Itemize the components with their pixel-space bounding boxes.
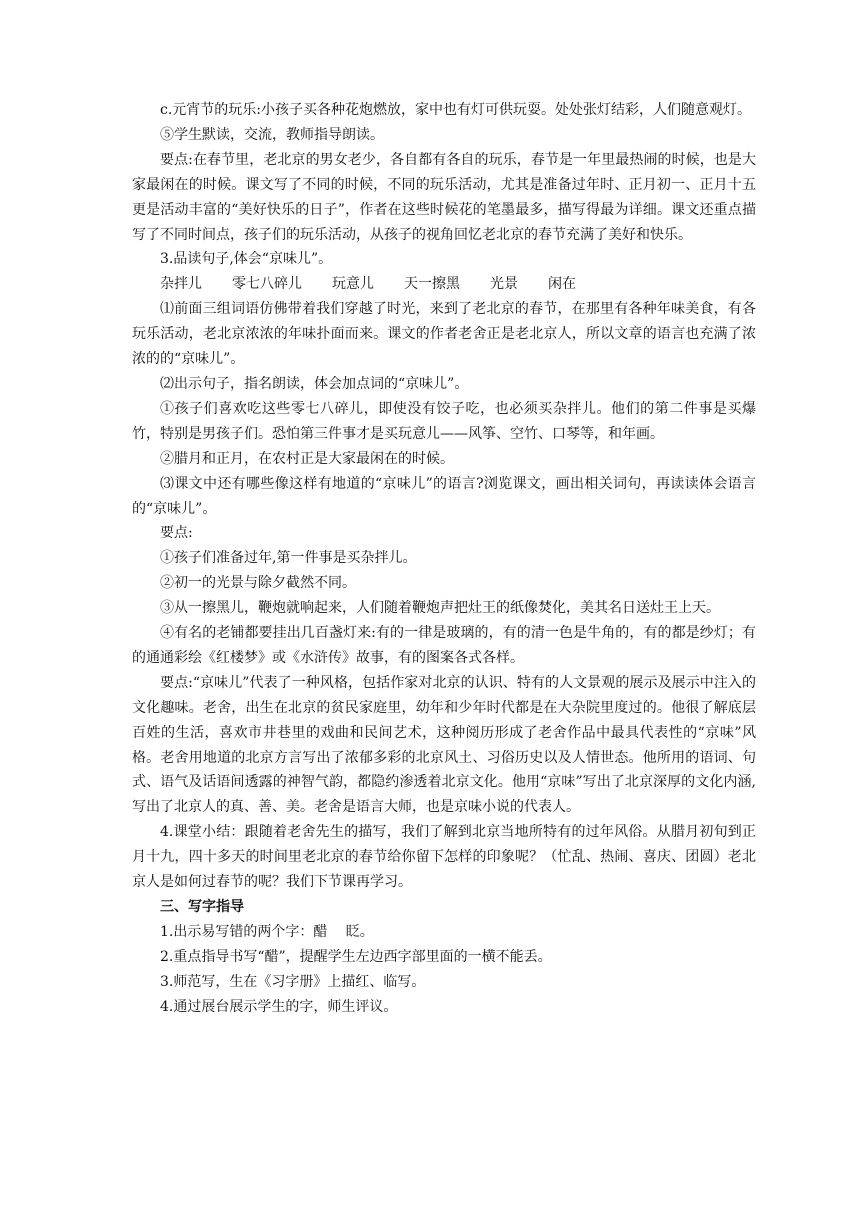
paragraph-point-2: ②初一的光景与除夕截然不同。 xyxy=(160,575,356,592)
section-heading: 三、写字指导 xyxy=(160,899,244,915)
word-list xyxy=(132,272,756,297)
paragraph-example-1: ①孩子们喜欢吃这些零七八碎儿，即使没有饺子吃，也必须买杂拌儿。他们的第二件事是买爆竹，特别是男孩子们。恐怕第三件事才是买玩意儿——风筝、空竹、口琴等，和年画。 xyxy=(132,400,756,442)
paragraph-key-points-2: 要点:“京味儿”代表了一种风格，包括作家对北京的认识、特有的人文景观的展示及展示中注入的文化趣味。老舍，出生在北京的贫民家庭里，幼年和少年时代都是在大杂院里度过的。他很了解底层百姓的生活，喜欢市井巷里的戏曲和民间艺术，这种阅历形成了老舍作品中最具代表性的“京味”风格。老舍用地道的北京方言写出了浓郁多彩的北京风土、习俗历史以及人情世态。他所用的语词、句式、语气及话语间透露的神智气韵，都隐约渗透着北京文化。他用“京味”写出了北京深厚的文化内涵,写出了北京人的真、善、美。老舍是语言大师，也是京味小说的代表人。 xyxy=(132,674,756,816)
paragraph-summary: 4.课堂小结：跟随着老舍先生的描写，我们了解到北京当地所特有的过年风俗。从腊月初旬到正月十九，四十多天的时间里老北京的春节给你留下怎样的印象呢？（忙乱、热闹、喜庆、团圆）老北京人是如何过春节的呢？我们下节课再学习。 xyxy=(132,824,756,891)
paragraph-key-points-1: 要点:在春节里，老北京的男女老少，各自都有各自的玩乐，春节是一年里最热闹的时候，也是大家最闲在的时候。课文写了不同的时候，不同的玩乐活动，尤其是准备过年时、正月初一、正月十五更是活动丰富的“美好快乐的日子”，作者在这些时候花的笔墨最多，描写得最为详细。课文还重点描写了不同时间点，孩子们的玩乐活动，从孩子的视角回忆老北京的春节充满了美好和快乐。 xyxy=(132,151,756,243)
step-3: 3.师范写，生在《习字册》上描红、临写。 xyxy=(160,973,426,990)
paragraph-sub-2: ⑵出示句子，指名朗读，体会加点词的“京味儿”。 xyxy=(160,375,469,392)
paragraph-example-2: ②腊月和正月，在农村正是大家最闲在的时候。 xyxy=(160,450,454,467)
paragraph-lantern-festival: c.元宵节的玩乐:小孩子买各种花炮燃放，家中也有灯可供玩耍。处处张灯结彩，人们随意观灯。 xyxy=(160,102,752,118)
word-item: 玩意儿 xyxy=(332,276,374,293)
word-item: 杂拌儿 xyxy=(160,276,202,293)
paragraph-key-points-label: 要点: xyxy=(160,525,193,542)
word-item: 零七八碎儿 xyxy=(232,276,302,293)
step-2: 2.重点指导书写“醋”，提醒学生左边西字部里面的一横不能丢。 xyxy=(160,948,552,965)
word-item: 天一擦黑 xyxy=(404,276,460,293)
word-item: 光景 xyxy=(490,276,518,293)
paragraph-silent-reading: ⑤学生默读，交流，教师指导朗读。 xyxy=(160,126,384,143)
paragraph-sub-1: ⑴前面三组词语仿佛带着我们穿越了时光，来到了老北京的春节，在那里有各种年味美食，有各玩乐活动，老北京浓浓的年味扑面而来。课文的作者老舍正是老北京人，所以文章的语言也充满了浓浓的的“京味儿”。 xyxy=(132,301,756,368)
paragraph-sub-3: ⑶课文中还有哪些像这样有地道的“京味儿”的语言?浏览课文，画出相关词句，再读读体会语言的“京味儿”。 xyxy=(132,475,756,517)
paragraph-point-4: ④有名的老铺都要挂出几百盏灯来:有的一律是玻璃的，有的清一色是牛角的，有的都是纱灯；有的通通彩绘《红楼梦》或《水浒传》故事，有的图案各式各样。 xyxy=(132,625,756,666)
step-4: 4.通过展台展示学生的字，师生评议。 xyxy=(160,998,398,1015)
word-item: 闲在 xyxy=(548,276,576,293)
step-1: 1.出示易写错的两个字：醋 眨。 xyxy=(160,923,374,940)
paragraph-point-1: ①孩子们准备过年,第一件事是买杂拌儿。 xyxy=(160,550,417,567)
paragraph-point-3: ③从一擦黑儿，鞭炮就响起来，人们随着鞭炮声把灶王的纸像焚化，美其名日送灶王上天。 xyxy=(160,600,720,617)
paragraph-step-3: 3.品读句子,体会“京味儿”。 xyxy=(160,251,333,268)
